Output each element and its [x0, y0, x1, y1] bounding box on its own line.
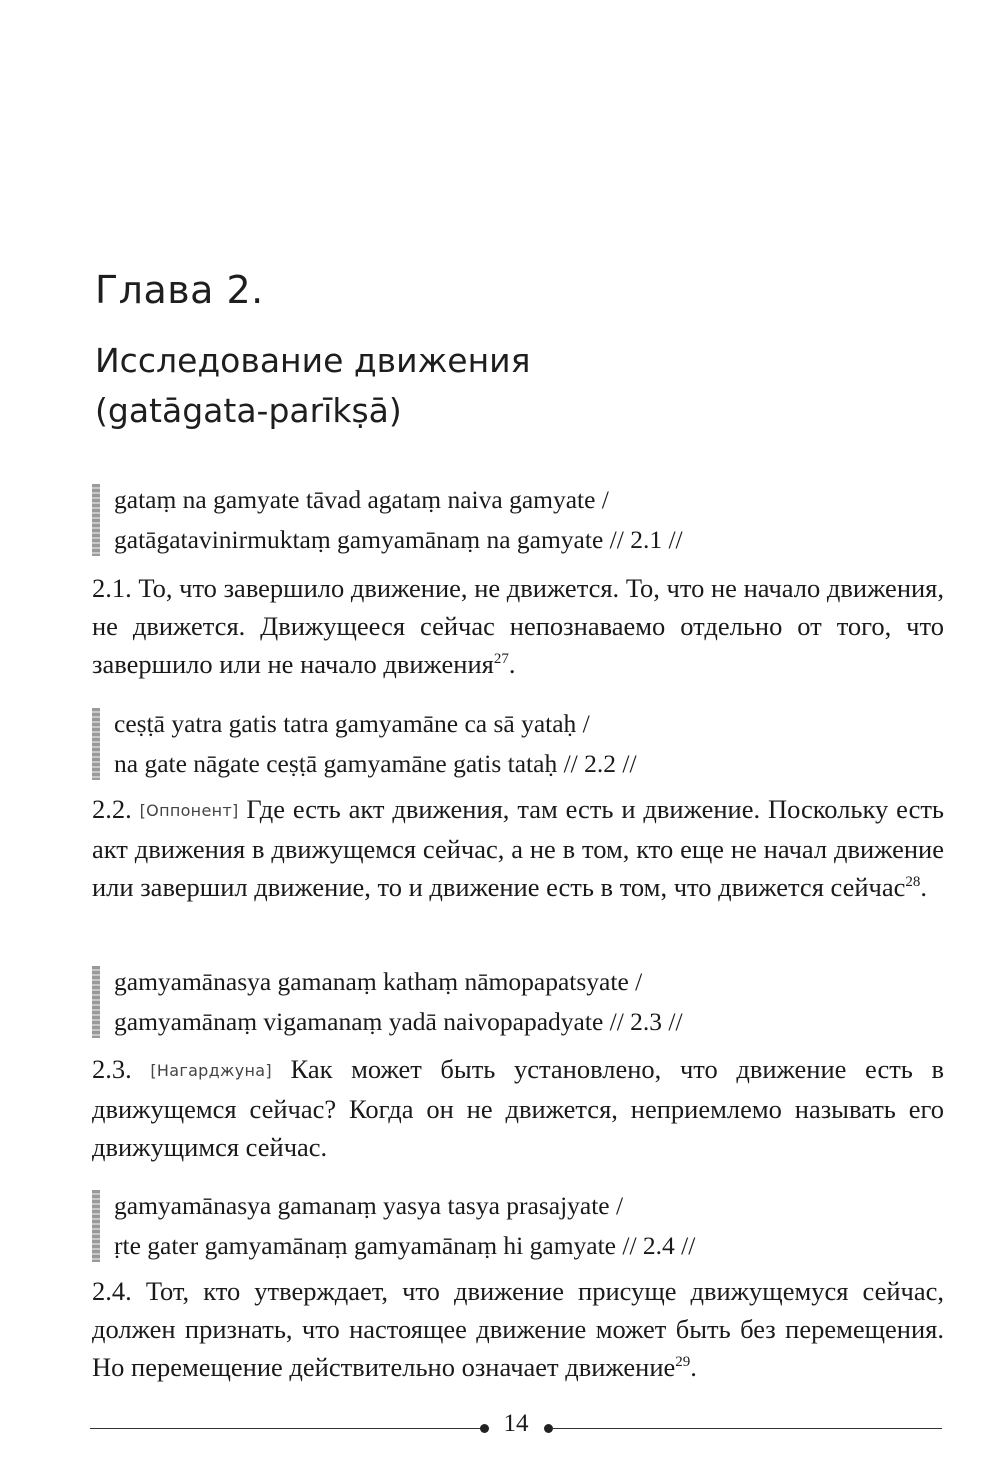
commentary-number: 2.2.: [92, 794, 132, 824]
commentary-number: 2.1.: [92, 573, 132, 603]
commentary-text: То, что завершило движение, не движется. То, что не начало движения, не движется. Движущееся сейчас непознаваемо отдельно от того, что завершило или не начало движения: [92, 573, 945, 679]
footnote-ref: 27: [493, 651, 509, 668]
commentary-2-3: [92, 1050, 944, 1166]
verse-line: ceṣṭā yatra gatis tatra gamyamāne ca sā yataḥ /: [114, 709, 590, 738]
verse-2-3: [92, 962, 974, 1042]
speaker-label: [Оппонент]: [139, 801, 239, 820]
chapter-label: Глава 2.: [95, 268, 264, 312]
verse-marker: [92, 484, 100, 556]
commentary-number: 2.4.: [92, 1276, 132, 1306]
footer-rule-left: [90, 1428, 482, 1429]
verse-line: gamyamānasya gamanaṃ yasya tasya prasajyate /: [114, 1191, 624, 1220]
footer-rule-right: [552, 1428, 942, 1429]
commentary-end: .: [690, 1352, 697, 1382]
verse-marker: [92, 966, 100, 1038]
verse-2-2: [92, 704, 974, 784]
commentary-text: Где есть акт движения, там есть и движение. Поскольку есть акт движения в движущемся сейчас, а не в том, кто еще не начал движение или завершил движение, то и движение есть в том, что движется сейчас: [92, 794, 945, 902]
verse-2-4: [92, 1186, 974, 1266]
verse-line: gamyamānasya gamanaṃ kathaṃ nāmopapatsyate /: [114, 967, 643, 996]
footer-dot-left: [480, 1424, 489, 1433]
verse-line: gatāgatavinirmuktaṃ gamyamānaṃ na gamyate // 2.1 //: [114, 525, 683, 554]
commentary-end: .: [508, 649, 516, 679]
verse-line: gataṃ na gamyate tāvad agataṃ naiva gamyate /: [114, 485, 609, 514]
verse-marker: [92, 1190, 100, 1262]
verse-line: gamyamānaṃ vigamanaṃ yadā naivopapadyate // 2.3 //: [114, 1007, 683, 1036]
verse-line: na gate nāgate ceṣṭā gamyamāne gatis tataḥ // 2.2 //: [114, 749, 637, 778]
verse-marker: [92, 708, 100, 780]
commentary-2-1: [92, 569, 944, 683]
chapter-title-line-2: (gatāgata-parīkṣā): [95, 391, 402, 430]
commentary-end: .: [920, 872, 928, 902]
commentary-2-4: [92, 1272, 944, 1386]
verse-2-1: [92, 480, 974, 560]
commentary-2-2: [92, 790, 944, 906]
commentary-text: Тот, кто утверждает, что движение присуще движущемуся сейчас, должен признать, что настоящее движение может быть без перемещения. Но перемещение действительно означает движение: [92, 1276, 945, 1382]
commentary-number: 2.3.: [92, 1054, 132, 1084]
page-number: 14: [503, 1410, 529, 1437]
chapter-title: [95, 336, 915, 436]
chapter-title-line-1: Исследование движения: [95, 341, 531, 380]
verse-line: ṛte gater gamyamānaṃ gamyamānaṃ hi gamyate // 2.4 //: [114, 1231, 696, 1260]
footnote-ref: 28: [905, 874, 921, 891]
speaker-label: [Нагарджуна]: [150, 1061, 272, 1080]
page-footer: [90, 1408, 942, 1448]
footnote-ref: 29: [675, 1354, 691, 1371]
commentary-text: Как может быть установлено, что движение есть в движущемся сейчас? Когда он не движется, неприемлемо называть его движущимся сейчас.: [92, 1054, 945, 1162]
